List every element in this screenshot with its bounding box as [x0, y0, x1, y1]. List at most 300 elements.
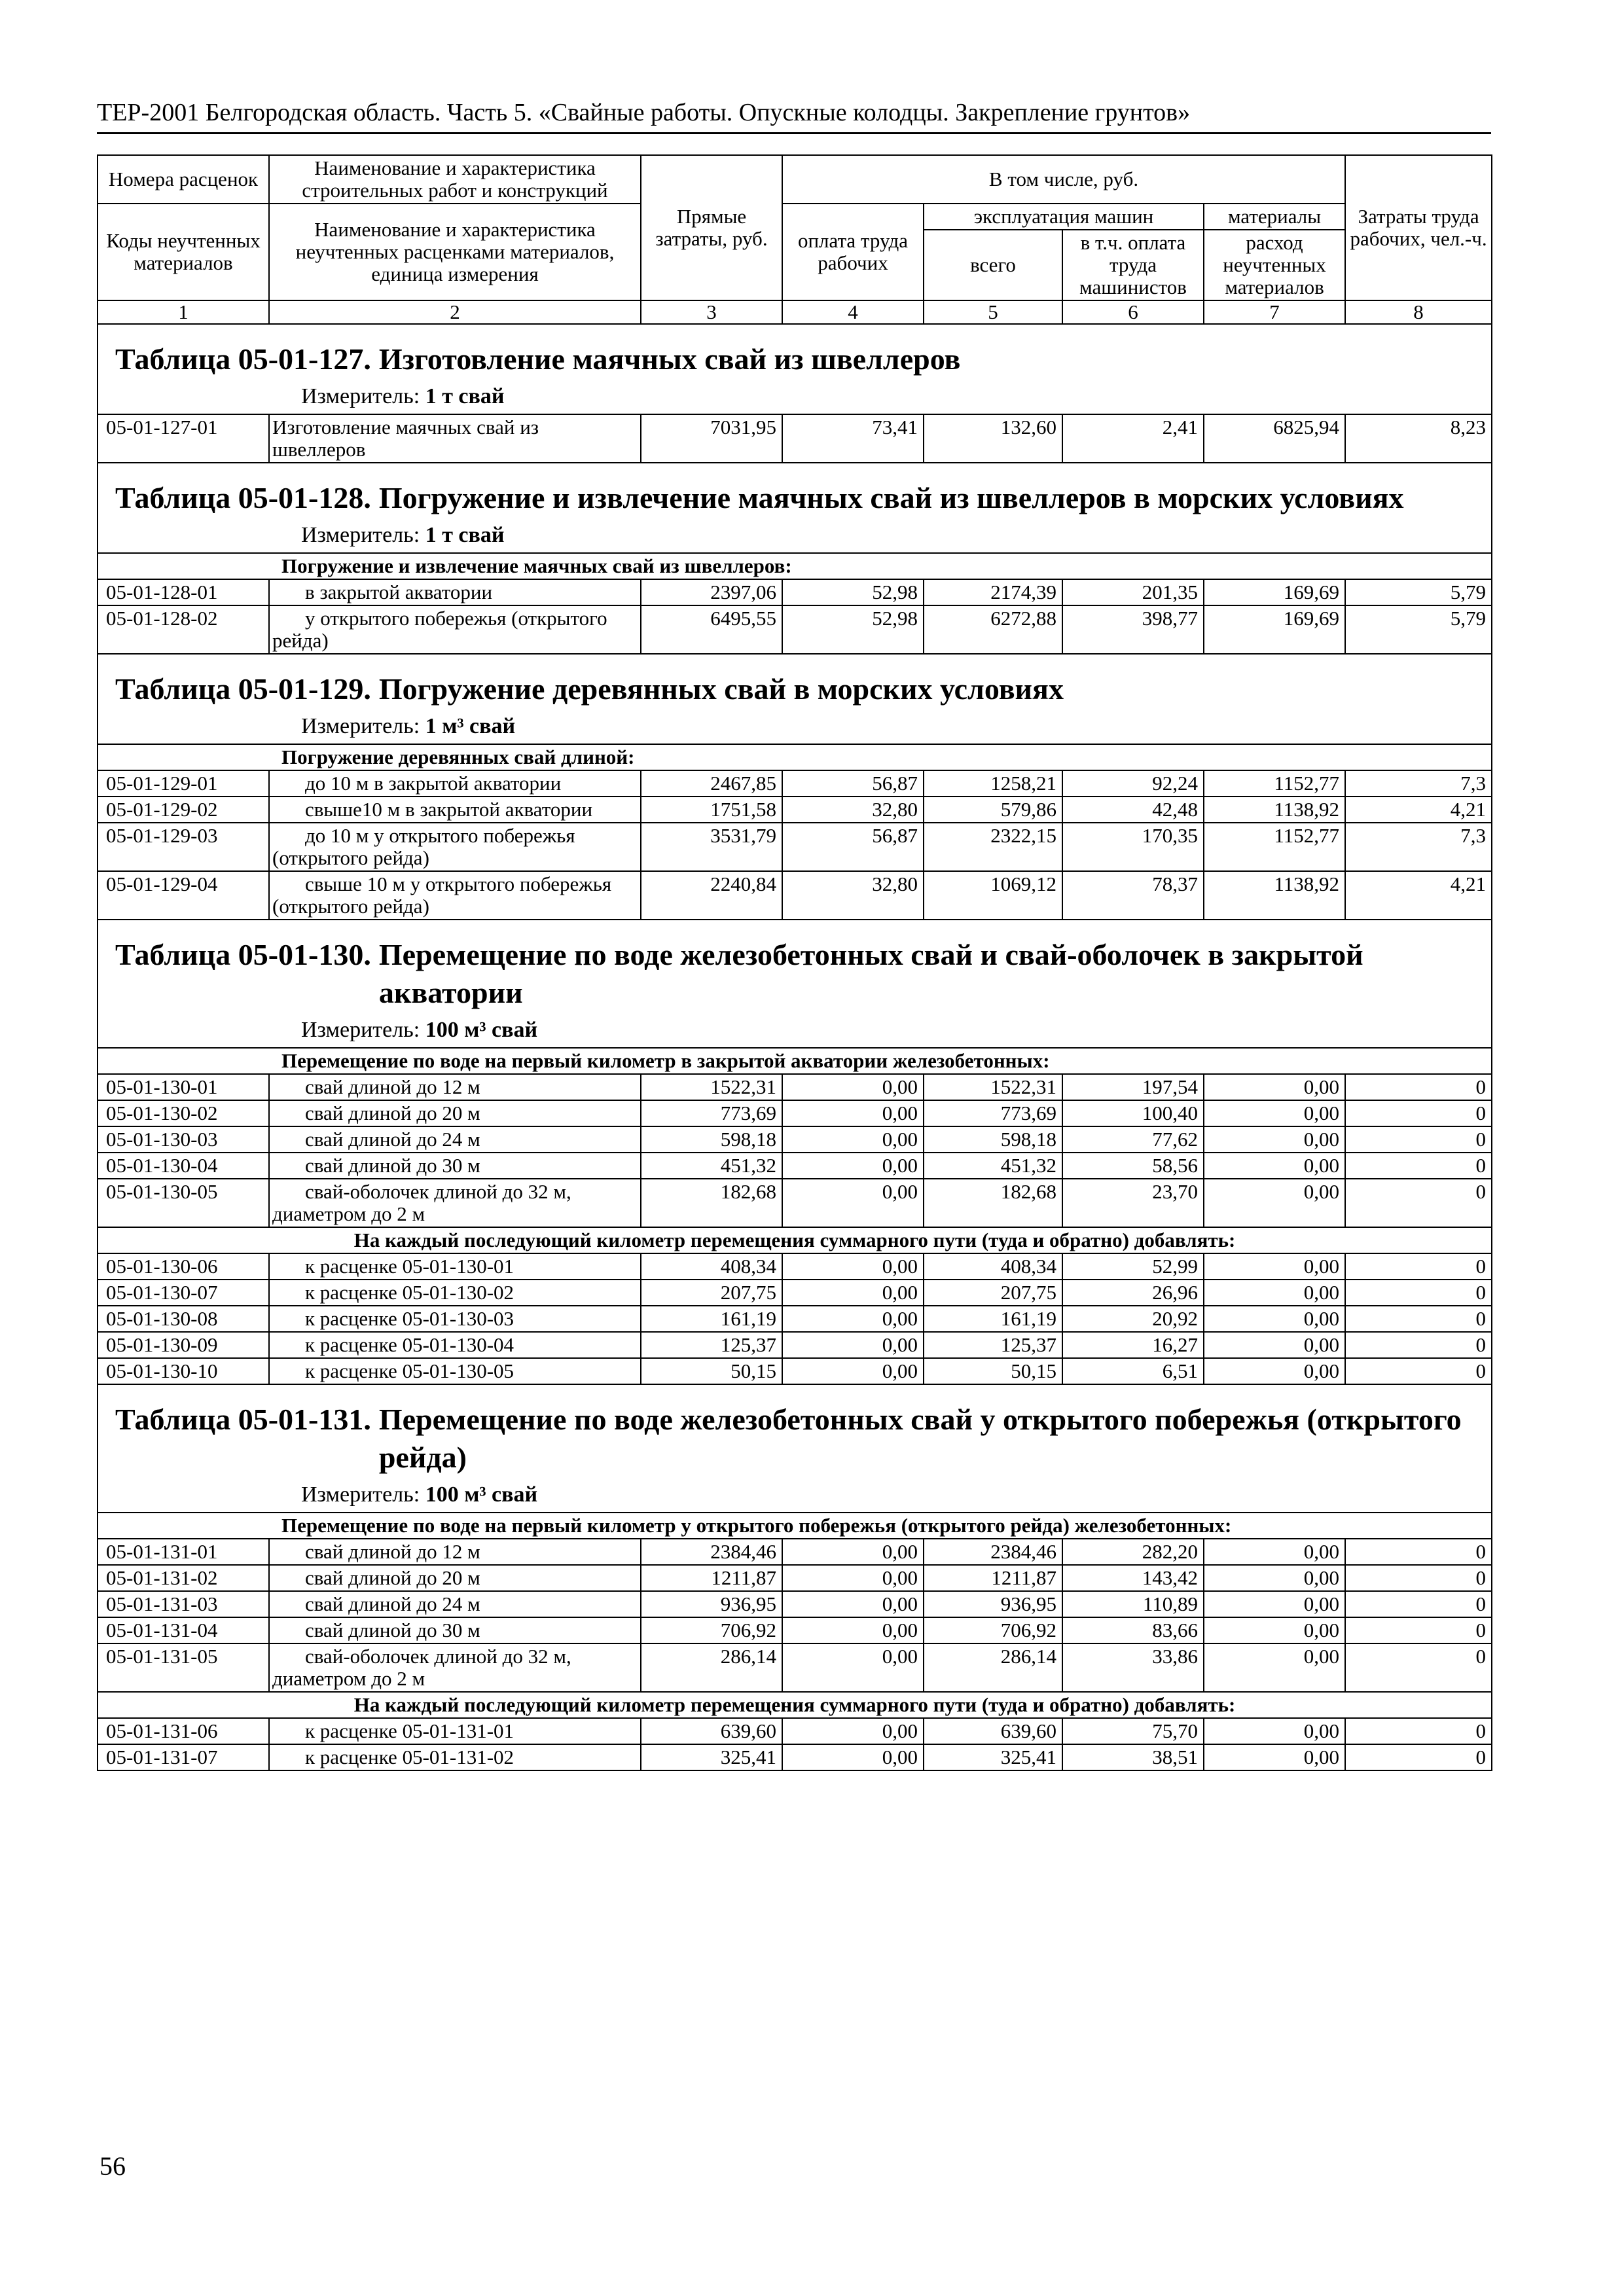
direct-cost: 125,37: [641, 1332, 782, 1358]
machinist-pay: 26,96: [1062, 1280, 1204, 1306]
table-title-text: Погружение и извлечение маячных свай из швеллеров в морских условиях: [378, 481, 1404, 514]
work-name: Изготовление маячных свай из швеллеров: [272, 416, 539, 461]
labor-pay: 0,00: [782, 1280, 924, 1306]
rate-code: 05-01-131-05: [98, 1643, 269, 1692]
machines-total: 50,15: [924, 1358, 1062, 1384]
table-section-row: [98, 920, 1492, 1048]
work-name: до 10 м в закрытой акватории: [305, 772, 562, 795]
table-row: [98, 1153, 1492, 1179]
table-section-row: [98, 1384, 1492, 1513]
materials-cost: 1152,77: [1204, 770, 1345, 797]
table-row: [98, 1306, 1492, 1332]
table-title-text: Перемещение по воде железобетонных свай у открытого побережья (открытого рейда): [378, 1403, 1462, 1474]
table-title-text: Погружение деревянных свай в морских условиях: [378, 672, 1064, 706]
work-name-cell: [269, 1565, 641, 1591]
materials-cost: 0,00: [1204, 1718, 1345, 1744]
table-section: [98, 654, 1492, 744]
table-row: [98, 1591, 1492, 1617]
labor-pay: 0,00: [782, 1332, 924, 1358]
machinist-pay: 77,62: [1062, 1126, 1204, 1153]
col6-header: в т.ч. оплата труда машинистов: [1062, 230, 1204, 300]
machines-total: 706,92: [924, 1617, 1062, 1643]
header-row-2: [98, 204, 1492, 230]
table-row: [98, 1074, 1492, 1100]
col1-bottom-header: Коды неучтенных материалов: [98, 204, 269, 300]
work-name: к расценке 05-01-130-03: [305, 1307, 514, 1330]
rate-code: 05-01-131-01: [98, 1539, 269, 1565]
rate-code: 05-01-129-03: [98, 823, 269, 871]
machinist-pay: 100,40: [1062, 1100, 1204, 1126]
table-row: [98, 605, 1492, 654]
materials-cost: 6825,94: [1204, 414, 1345, 463]
table-row: [98, 1280, 1492, 1306]
machines-total: 286,14: [924, 1643, 1062, 1692]
direct-cost: 639,60: [641, 1718, 782, 1744]
labor-pay: 73,41: [782, 414, 924, 463]
materials-cost: 0,00: [1204, 1591, 1345, 1617]
work-name-cell: [269, 1539, 641, 1565]
materials-cost: 0,00: [1204, 1153, 1345, 1179]
direct-cost: 325,41: [641, 1744, 782, 1770]
labor-hours: 0: [1345, 1074, 1492, 1100]
column-number: 5: [924, 300, 1062, 324]
rate-code: 05-01-131-04: [98, 1617, 269, 1643]
labor-hours: 0: [1345, 1306, 1492, 1332]
labor-pay: 56,87: [782, 823, 924, 871]
materials-cost: 1138,92: [1204, 871, 1345, 920]
machinist-pay: 33,86: [1062, 1643, 1204, 1692]
measure-label: Измеритель:: [301, 1482, 420, 1507]
machines-total: 6272,88: [924, 605, 1062, 654]
direct-cost: 451,32: [641, 1153, 782, 1179]
price-table: [97, 154, 1492, 1771]
machines-total: 1211,87: [924, 1565, 1062, 1591]
col2-bottom-header: Наименование и характеристика неучтенных расценками материалов, единица измерения: [269, 204, 641, 300]
work-name: свай-оболочек длиной до 32 м, диаметром до 2 м: [272, 1180, 571, 1225]
direct-cost: 1751,58: [641, 797, 782, 823]
work-name-cell: [269, 1617, 641, 1643]
labor-hours: 0: [1345, 1565, 1492, 1591]
col8-header: Затраты труда рабочих, чел.-ч.: [1345, 155, 1492, 300]
col4-header: оплата труда рабочих: [782, 204, 924, 300]
work-name-cell: [269, 823, 641, 871]
work-name: свай-оболочек длиной до 32 м, диаметром до 2 м: [272, 1645, 571, 1690]
machinist-pay: 42,48: [1062, 797, 1204, 823]
direct-cost: 1211,87: [641, 1565, 782, 1591]
table-title: [115, 936, 1474, 1012]
measure-value: 100 м³ свай: [425, 1018, 538, 1042]
work-name-cell: [269, 414, 641, 463]
materials-cost: 169,69: [1204, 579, 1345, 605]
work-name-cell: [269, 1280, 641, 1306]
table-measure: [115, 378, 1474, 414]
direct-cost: 286,14: [641, 1643, 782, 1692]
materials-cost: 0,00: [1204, 1253, 1345, 1280]
labor-pay: 52,98: [782, 605, 924, 654]
labor-hours: 0: [1345, 1718, 1492, 1744]
machines-total: 936,95: [924, 1591, 1062, 1617]
work-name-cell: [269, 1332, 641, 1358]
materials-cost: 0,00: [1204, 1643, 1345, 1692]
work-name: свай длиной до 20 м: [305, 1102, 480, 1124]
rate-code: 05-01-129-02: [98, 797, 269, 823]
work-name-cell: [269, 1643, 641, 1692]
table-row: [98, 1617, 1492, 1643]
work-name-cell: [269, 1153, 641, 1179]
labor-pay: 0,00: [782, 1153, 924, 1179]
work-name-cell: [269, 770, 641, 797]
work-name-cell: [269, 1179, 641, 1227]
table-section-row: [98, 324, 1492, 414]
direct-cost: 182,68: [641, 1179, 782, 1227]
machines-total: 182,68: [924, 1179, 1062, 1227]
page-header: ТЕР-2001 Белгородская область. Часть 5. «Свайные работы. Опускные колодцы. Закрепление грунтов»: [97, 98, 1491, 134]
table-row: [98, 823, 1492, 871]
machinist-pay: 197,54: [1062, 1074, 1204, 1100]
machines-total: 2174,39: [924, 579, 1062, 605]
work-name-cell: [269, 871, 641, 920]
materials-cost: 0,00: [1204, 1332, 1345, 1358]
labor-pay: 0,00: [782, 1718, 924, 1744]
measure-value: 1 т свай: [425, 384, 505, 408]
subheader: На каждый последующий километр перемещения суммарного пути (туда и обратно) добавлять:: [98, 1227, 1492, 1253]
table-row: [98, 1565, 1492, 1591]
measure-label: Измеритель:: [301, 1018, 420, 1042]
direct-cost: 2384,46: [641, 1539, 782, 1565]
work-name-cell: [269, 1100, 641, 1126]
table-section-row: [98, 463, 1492, 553]
machinist-pay: 52,99: [1062, 1253, 1204, 1280]
direct-cost: 773,69: [641, 1100, 782, 1126]
subheader: Погружение и извлечение маячных свай из швеллеров:: [98, 553, 1492, 579]
machinist-pay: 398,77: [1062, 605, 1204, 654]
labor-hours: 0: [1345, 1744, 1492, 1770]
direct-cost: 1522,31: [641, 1074, 782, 1100]
direct-cost: 7031,95: [641, 414, 782, 463]
labor-hours: 4,21: [1345, 797, 1492, 823]
work-name: свыше 10 м у открытого побережья (открытого рейда): [272, 872, 612, 918]
labor-hours: 0: [1345, 1280, 1492, 1306]
rate-code: 05-01-127-01: [98, 414, 269, 463]
work-name-cell: [269, 1718, 641, 1744]
machines-total: 1069,12: [924, 871, 1062, 920]
machinist-pay: 23,70: [1062, 1179, 1204, 1227]
work-name: свай длиной до 24 м: [305, 1128, 480, 1151]
labor-hours: 0: [1345, 1126, 1492, 1153]
work-name: свай длиной до 20 м: [305, 1566, 480, 1589]
labor-hours: 5,79: [1345, 579, 1492, 605]
work-name: к расценке 05-01-130-05: [305, 1359, 514, 1382]
subheader: Перемещение по воде на первый километр у открытого побережья (открытого рейда) железобетонных:: [98, 1513, 1492, 1539]
machines-total: 639,60: [924, 1718, 1062, 1744]
subheader: Погружение деревянных свай длиной:: [98, 744, 1492, 770]
col7-header: расход неучтенных материалов: [1204, 230, 1345, 300]
labor-pay: 0,00: [782, 1617, 924, 1643]
labor-pay: 0,00: [782, 1591, 924, 1617]
materials-cost: 0,00: [1204, 1617, 1345, 1643]
table-title-text: Перемещение по воде железобетонных свай и свай-оболочек в закрытой акватории: [378, 938, 1363, 1009]
machinist-pay: 58,56: [1062, 1153, 1204, 1179]
labor-pay: 56,87: [782, 770, 924, 797]
rate-code: 05-01-131-07: [98, 1744, 269, 1770]
column-number: 6: [1062, 300, 1204, 324]
table-title-prefix: Таблица 05-01-130.: [115, 938, 371, 971]
labor-pay: 0,00: [782, 1539, 924, 1565]
rate-code: 05-01-130-04: [98, 1153, 269, 1179]
table-row: [98, 1253, 1492, 1280]
materials-cost: 0,00: [1204, 1179, 1345, 1227]
header-row-1: [98, 155, 1492, 204]
table-measure: [115, 1477, 1474, 1512]
table-title: [115, 479, 1474, 517]
labor-pay: 0,00: [782, 1643, 924, 1692]
materials-cost: 0,00: [1204, 1744, 1345, 1770]
breakdown-group-header: В том числе, руб.: [782, 155, 1345, 204]
work-name: свай длиной до 30 м: [305, 1154, 480, 1177]
labor-pay: 0,00: [782, 1179, 924, 1227]
table-row: [98, 797, 1492, 823]
work-name: свай длиной до 30 м: [305, 1619, 480, 1641]
table-row: [98, 1126, 1492, 1153]
rate-code: 05-01-130-02: [98, 1100, 269, 1126]
direct-cost: 50,15: [641, 1358, 782, 1384]
table-row: [98, 1358, 1492, 1384]
work-name-cell: [269, 605, 641, 654]
machinist-pay: 83,66: [1062, 1617, 1204, 1643]
labor-hours: 0: [1345, 1617, 1492, 1643]
work-name: свай длиной до 12 м: [305, 1540, 480, 1563]
table-measure: [115, 517, 1474, 552]
table-row: [98, 1332, 1492, 1358]
machinist-pay: 38,51: [1062, 1744, 1204, 1770]
direct-cost: 2240,84: [641, 871, 782, 920]
rate-code: 05-01-130-06: [98, 1253, 269, 1280]
labor-pay: 0,00: [782, 1306, 924, 1332]
measure-label: Измеритель:: [301, 384, 420, 408]
table-row: [98, 1100, 1492, 1126]
labor-hours: 4,21: [1345, 871, 1492, 920]
labor-pay: 0,00: [782, 1744, 924, 1770]
work-name-cell: [269, 1074, 641, 1100]
subheader-row: [98, 1227, 1492, 1253]
table-section: [98, 324, 1492, 414]
labor-hours: 0: [1345, 1591, 1492, 1617]
machines-total: 161,19: [924, 1306, 1062, 1332]
labor-pay: 0,00: [782, 1074, 924, 1100]
direct-cost: 207,75: [641, 1280, 782, 1306]
table-title-prefix: Таблица 05-01-128.: [115, 481, 371, 514]
machines-total: 773,69: [924, 1100, 1062, 1126]
table-section: [98, 463, 1492, 553]
rate-code: 05-01-128-01: [98, 579, 269, 605]
machinist-pay: 170,35: [1062, 823, 1204, 871]
materials-cost: 0,00: [1204, 1280, 1345, 1306]
column-number: 1: [98, 300, 269, 324]
machinist-pay: 201,35: [1062, 579, 1204, 605]
materials-cost: 0,00: [1204, 1126, 1345, 1153]
column-number: 4: [782, 300, 924, 324]
rate-code: 05-01-130-08: [98, 1306, 269, 1332]
materials-cost: 0,00: [1204, 1074, 1345, 1100]
rate-code: 05-01-130-10: [98, 1358, 269, 1384]
table-row: [98, 414, 1492, 463]
materials-cost: 0,00: [1204, 1539, 1345, 1565]
machines-total: 132,60: [924, 414, 1062, 463]
subheader-row: [98, 1692, 1492, 1718]
work-name: к расценке 05-01-131-01: [305, 1719, 514, 1742]
machinist-pay: 20,92: [1062, 1306, 1204, 1332]
machinist-pay: 75,70: [1062, 1718, 1204, 1744]
work-name: свай длиной до 24 м: [305, 1592, 480, 1615]
column-number: 7: [1204, 300, 1345, 324]
machines-total: 2384,46: [924, 1539, 1062, 1565]
machinist-pay: 16,27: [1062, 1332, 1204, 1358]
labor-hours: 0: [1345, 1539, 1492, 1565]
work-name: у открытого побережья (открытого рейда): [272, 607, 607, 652]
table-measure: [115, 1012, 1474, 1047]
table-row: [98, 770, 1492, 797]
subheader: На каждый последующий километр перемещения суммарного пути (туда и обратно) добавлять:: [98, 1692, 1492, 1718]
materials-cost: 0,00: [1204, 1565, 1345, 1591]
machinist-pay: 110,89: [1062, 1591, 1204, 1617]
labor-hours: 8,23: [1345, 414, 1492, 463]
labor-pay: 32,80: [782, 797, 924, 823]
materials-cost: 0,00: [1204, 1358, 1345, 1384]
table-title: [115, 340, 1474, 378]
materials-cost: 1138,92: [1204, 797, 1345, 823]
table-title-text: Изготовление маячных свай из швеллеров: [378, 342, 961, 376]
table-row: [98, 579, 1492, 605]
rate-code: 05-01-129-01: [98, 770, 269, 797]
rate-code: 05-01-129-04: [98, 871, 269, 920]
table-title: [115, 1401, 1474, 1477]
work-name-cell: [269, 1591, 641, 1617]
labor-pay: 0,00: [782, 1565, 924, 1591]
machines-total: 598,18: [924, 1126, 1062, 1153]
machines-total: 2322,15: [924, 823, 1062, 871]
machinist-pay: 143,42: [1062, 1565, 1204, 1591]
labor-pay: 32,80: [782, 871, 924, 920]
measure-value: 1 м³ свай: [425, 714, 516, 738]
work-name-cell: [269, 1358, 641, 1384]
machinist-pay: 92,24: [1062, 770, 1204, 797]
materials-group-header: материалы: [1204, 204, 1345, 230]
labor-hours: 0: [1345, 1643, 1492, 1692]
labor-hours: 7,3: [1345, 770, 1492, 797]
materials-cost: 0,00: [1204, 1306, 1345, 1332]
work-name: к расценке 05-01-131-02: [305, 1746, 514, 1768]
work-name: к расценке 05-01-130-04: [305, 1333, 514, 1356]
subheader-row: [98, 1513, 1492, 1539]
table-section: [98, 1384, 1492, 1513]
machines-total: 1522,31: [924, 1074, 1062, 1100]
direct-cost: 161,19: [641, 1306, 782, 1332]
machines-total: 579,86: [924, 797, 1062, 823]
page-number: 56: [99, 2151, 126, 2181]
rate-code: 05-01-130-05: [98, 1179, 269, 1227]
rate-code: 05-01-130-09: [98, 1332, 269, 1358]
labor-hours: 0: [1345, 1358, 1492, 1384]
work-name: к расценке 05-01-130-02: [305, 1281, 514, 1304]
labor-pay: 0,00: [782, 1100, 924, 1126]
work-name-cell: [269, 1126, 641, 1153]
measure-label: Измеритель:: [301, 523, 420, 547]
table-row: [98, 1744, 1492, 1770]
work-name: до 10 м у открытого побережья (открытого рейда): [272, 824, 575, 869]
col5-header: всего: [924, 230, 1062, 300]
labor-pay: 52,98: [782, 579, 924, 605]
labor-hours: 0: [1345, 1100, 1492, 1126]
table-row: [98, 871, 1492, 920]
work-name-cell: [269, 1744, 641, 1770]
labor-pay: 0,00: [782, 1358, 924, 1384]
labor-hours: 0: [1345, 1179, 1492, 1227]
rate-code: 05-01-130-03: [98, 1126, 269, 1153]
subheader-row: [98, 1048, 1492, 1074]
table-title: [115, 670, 1474, 708]
direct-cost: 2397,06: [641, 579, 782, 605]
subheader: Перемещение по воде на первый километр в закрытой акватории железобетонных:: [98, 1048, 1492, 1074]
machinist-pay: 282,20: [1062, 1539, 1204, 1565]
subheader-row: [98, 744, 1492, 770]
table-row: [98, 1539, 1492, 1565]
work-name-cell: [269, 579, 641, 605]
rate-code: 05-01-131-03: [98, 1591, 269, 1617]
table-title-prefix: Таблица 05-01-129.: [115, 672, 371, 706]
rate-code: 05-01-131-02: [98, 1565, 269, 1591]
machines-total: 451,32: [924, 1153, 1062, 1179]
table-title-prefix: Таблица 05-01-131.: [115, 1403, 371, 1436]
direct-cost: 408,34: [641, 1253, 782, 1280]
materials-cost: 1152,77: [1204, 823, 1345, 871]
labor-hours: 7,3: [1345, 823, 1492, 871]
table-row: [98, 1179, 1492, 1227]
measure-value: 1 т свай: [425, 523, 505, 547]
col2-top-header: Наименование и характеристика строительных работ и конструкций: [269, 155, 641, 204]
machinist-pay: 78,37: [1062, 871, 1204, 920]
work-name: в закрытой акватории: [305, 581, 493, 603]
work-name: свыше10 м в закрытой акватории: [305, 798, 593, 821]
table-row: [98, 1643, 1492, 1692]
rate-code: 05-01-130-01: [98, 1074, 269, 1100]
work-name: свай длиной до 12 м: [305, 1075, 480, 1098]
table-section: [98, 920, 1492, 1048]
measure-value: 100 м³ свай: [425, 1482, 538, 1507]
machinist-pay: 6,51: [1062, 1358, 1204, 1384]
direct-cost: 936,95: [641, 1591, 782, 1617]
col3-header: Прямые затраты, руб.: [641, 155, 782, 300]
machines-total: 125,37: [924, 1332, 1062, 1358]
column-number: 3: [641, 300, 782, 324]
column-number-row: [98, 300, 1492, 324]
table-row: [98, 1718, 1492, 1744]
work-name: к расценке 05-01-130-01: [305, 1255, 514, 1278]
column-number: 2: [269, 300, 641, 324]
labor-hours: 0: [1345, 1253, 1492, 1280]
machinist-pay: 2,41: [1062, 414, 1204, 463]
labor-hours: 0: [1345, 1332, 1492, 1358]
table-title-prefix: Таблица 05-01-127.: [115, 342, 371, 376]
machines-total: 408,34: [924, 1253, 1062, 1280]
rate-code: 05-01-130-07: [98, 1280, 269, 1306]
machines-total: 207,75: [924, 1280, 1062, 1306]
table-measure: [115, 708, 1474, 744]
work-name-cell: [269, 797, 641, 823]
labor-hours: 0: [1345, 1153, 1492, 1179]
labor-pay: 0,00: [782, 1126, 924, 1153]
rate-code: 05-01-128-02: [98, 605, 269, 654]
direct-cost: 3531,79: [641, 823, 782, 871]
